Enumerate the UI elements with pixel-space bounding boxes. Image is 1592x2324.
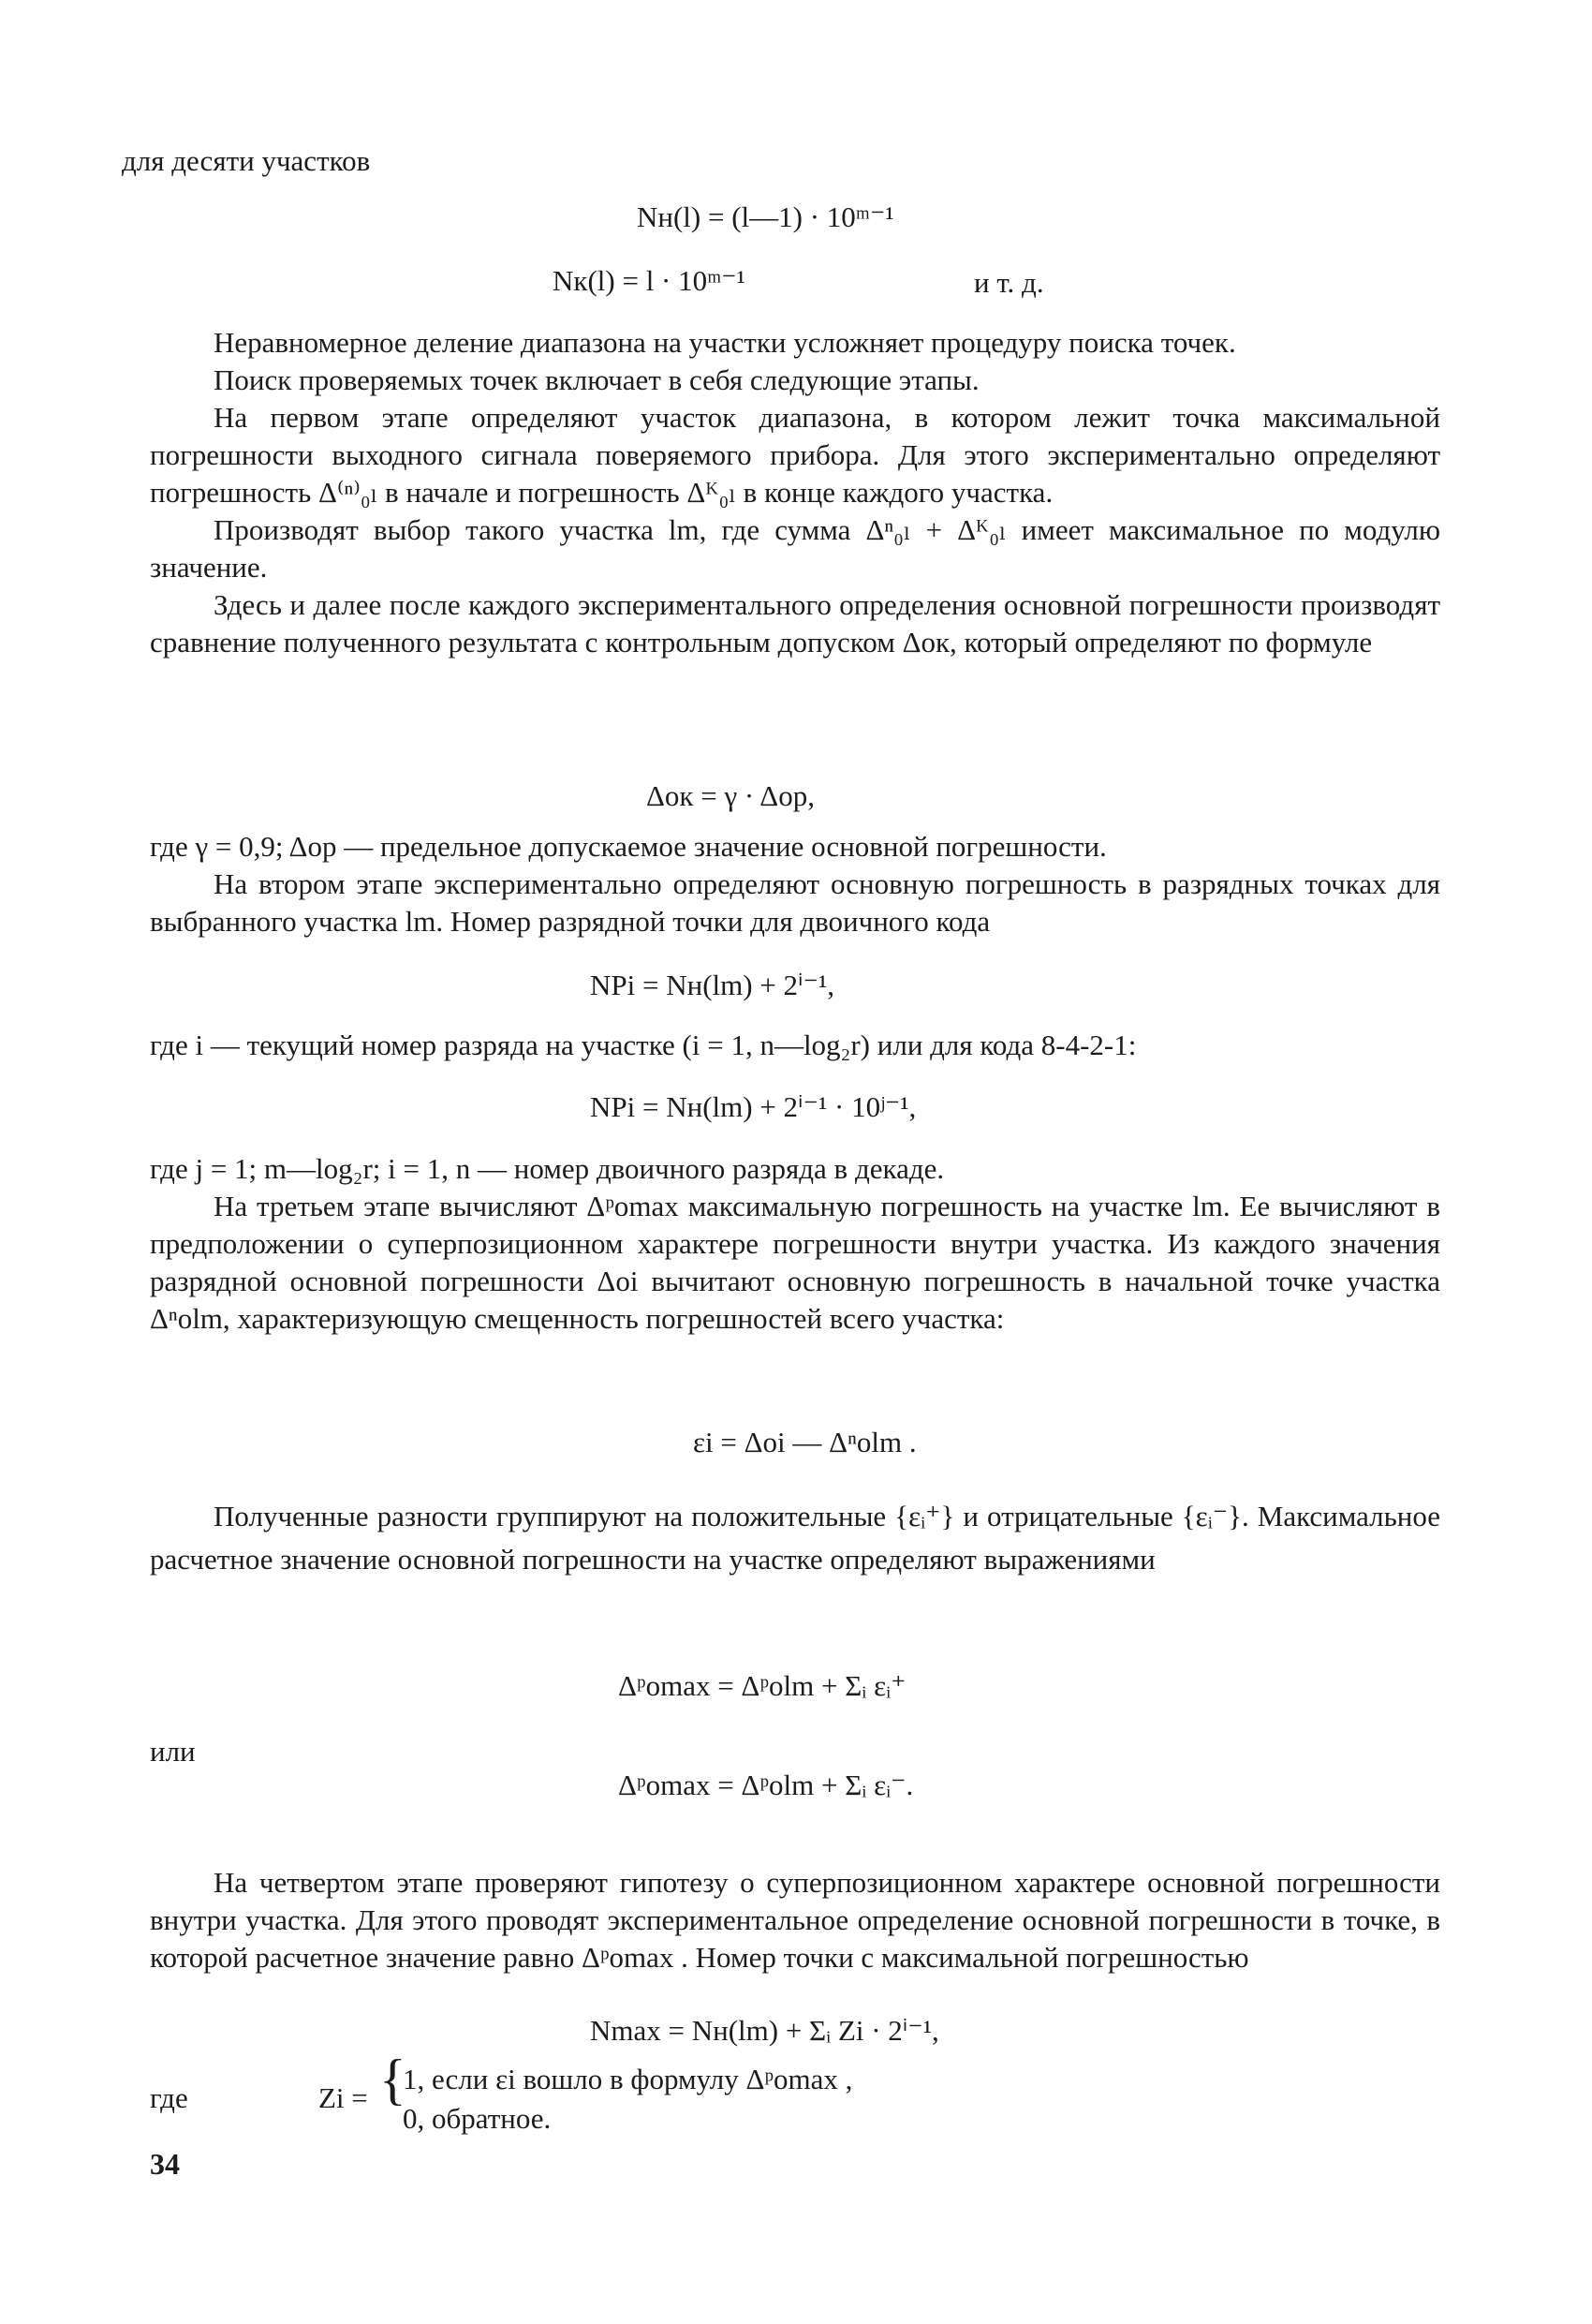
- formula-max-negative: Δᵖomax = Δᵖolm + Σᵢ εᵢ⁻.: [618, 1769, 914, 1801]
- paragraph-gamma-definition: где γ = 0,9; Δор — предельное допускаемое значение основной погрешности.: [150, 830, 1107, 863]
- formula-max-positive: Δᵖomax = Δᵖolm + Σᵢ εᵢ⁺: [618, 1669, 907, 1702]
- formula-bcd-point: NPi = Nн(lm) + 2ⁱ⁻¹ · 10ʲ⁻¹,: [590, 1090, 917, 1123]
- formula-z-case-zero: 0, обратное.: [403, 2102, 552, 2135]
- paragraph-comparison: Здесь и далее после каждого экспериментального определения основной погрешности производят сравнение полученного результата с контрольным допуском Δок, который определяют по формуле: [150, 588, 1440, 659]
- formula-control-tolerance: Δок = γ · Δор,: [646, 779, 815, 812]
- formula-z-label: Zi =: [318, 2081, 368, 2114]
- brace-symbol: {: [379, 2049, 406, 2110]
- text-where: где: [150, 2081, 188, 2114]
- paragraph-index-definition: где i — текущий номер разряда на участке (i = 1, n—log₂r) или для кода 8-4-2-1:: [150, 1029, 1137, 1061]
- paragraph-j-definition: где j = 1; m—log₂r; i = 1, n — номер двоичного разряда в декаде.: [150, 1152, 945, 1185]
- page-number: 34: [150, 2147, 180, 2181]
- paragraph-block-5: [150, 1495, 1440, 1581]
- paragraph-stage-one: На первом этапе определяют участок диапазона, в котором лежит точка максимальной погрешности выходного сигнала поверяемого прибора. Для этого экспериментально определяют погрешность Δ⁽ⁿ⁾₀ₗ в начале и погрешность Δᴷ₀ₗ в конце каждого участка.: [150, 401, 1440, 509]
- text-line-intro: для десяти участков: [122, 144, 371, 177]
- text-etc: и т. д.: [974, 266, 1044, 299]
- formula-epsilon: εi = Δoi — Δⁿolm .: [693, 1426, 917, 1458]
- paragraph-stage-three: На третьем этапе вычисляют Δᵖomax максимальную погрешность на участке lm. Ее вычисляют в предположении о суперпозиционном характере погрешности внутри участка. Из каждого значения разрядной основной погрешности Δoi вычитают основную погрешность в начальной точке участка Δⁿolm, характеризующую смещенность погрешностей всего участка:: [150, 1190, 1440, 1335]
- formula-binary-point: NPi = Nн(lm) + 2ⁱ⁻¹,: [590, 969, 835, 1001]
- formula-n-max: Nmax = Nн(lm) + Σᵢ Zi · 2ⁱ⁻¹,: [590, 2014, 939, 2047]
- paragraph-stage-two: На втором этапе экспериментально определяют основную погрешность в разрядных точках для выбранного участка lm. Номер разрядной точки для двоичного кода: [150, 867, 1440, 938]
- paragraph-block-2: [150, 828, 1440, 940]
- paragraph-uneven-division: Неравномерное деление диапазона на участки усложняет процедуру поиска точек.: [214, 326, 1236, 359]
- paragraph-grouping: Полученные разности группируют на положительные {εᵢ⁺} и отрицательные {εᵢ⁻}. Максимальное расчетное значение основной погрешности на участке определяют выражениями: [150, 1500, 1440, 1576]
- paragraph-search-stages: Поиск проверяемых точек включает в себя следующие этапы.: [214, 363, 980, 396]
- paragraph-stage-four: На четвертом этапе проверяют гипотезу о суперпозиционном характере основной погрешности внутри участка. Для этого проводят экспериментальное определение основной погрешности в точке, в которой расчетное значение равно Δᵖomax . Номер точки с максимальной погрешностью: [150, 1866, 1440, 1974]
- paragraph-block-6: [150, 1864, 1440, 1976]
- formula-z-case-one: 1, если εi вошло в формулу Δᵖomax ,: [403, 2063, 853, 2095]
- paragraph-block-1: [150, 324, 1440, 661]
- paragraph-select-segment: Производят выбор такого участка lm, где сумма Δⁿ₀ₗ + Δᴷ₀ₗ имеет максимальное по модулю значение.: [150, 513, 1440, 584]
- formula-n-start: Nн(l) = (l—1) · 10ᵐ⁻¹: [637, 200, 894, 233]
- formula-n-end: Nк(l) = l · 10ᵐ⁻¹: [553, 264, 745, 297]
- paragraph-block-3: [150, 1027, 1440, 1064]
- text-or: или: [150, 1735, 196, 1768]
- paragraph-block-4: [150, 1150, 1440, 1338]
